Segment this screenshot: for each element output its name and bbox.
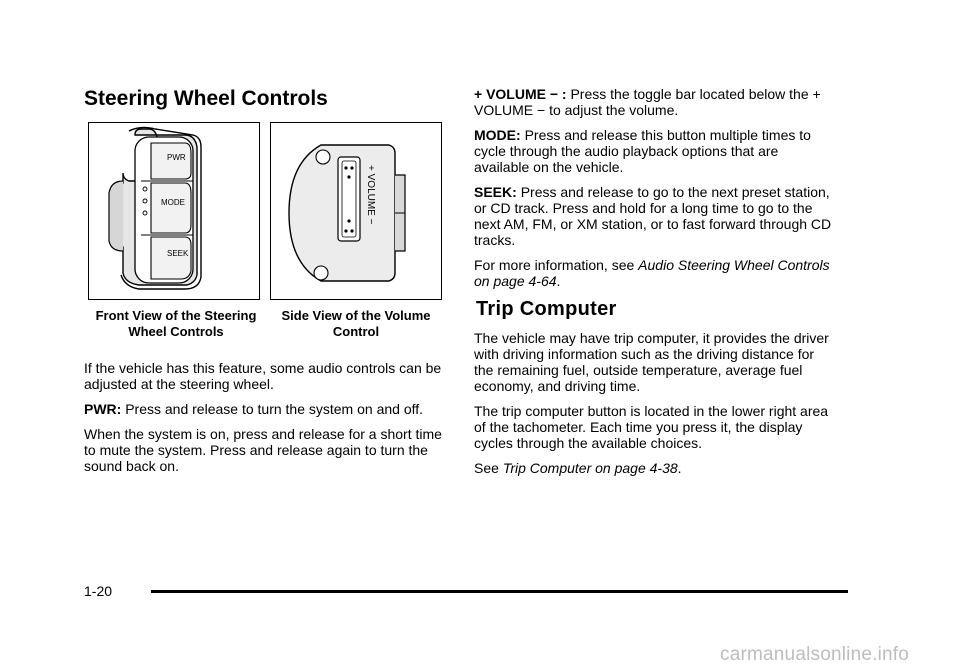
mode-button-shape: [151, 183, 191, 233]
paragraph-mute-text: When the system is on, press and release for a short time to mute the system. Press and release again to turn the sound back on.: [84, 426, 442, 474]
term-mode: MODE:: [474, 127, 521, 143]
paragraph-intro: [84, 360, 444, 392]
section-heading-steering-wheel-controls: Steering Wheel Controls: [84, 87, 328, 110]
paragraph-pwr-text: Press and release to turn the system on and off.: [125, 401, 424, 417]
watermark: carmanualsonline.info: [720, 644, 910, 665]
paragraph-volume-text: Press the toggle bar located below the + VOLUME − to adjust the volume.: [474, 86, 821, 118]
paragraph-mode: [474, 127, 834, 175]
see-prefix: See: [474, 460, 503, 476]
more-info-suffix: .: [556, 273, 561, 289]
term-volume: + VOLUME − :: [474, 86, 567, 102]
mode-label: MODE: [161, 198, 185, 207]
caption-front-view: Front View of the Steering Wheel Controls: [95, 308, 257, 339]
paragraph-trip-1: The vehicle may have trip computer, it provides the driver with driving information such as the driving distance for the remaining fuel, outside temperature, average fuel economy, and driving time.: [474, 330, 829, 394]
paragraph-more-info: [474, 257, 834, 289]
volume-toggle-bar: [338, 157, 360, 241]
paragraph-mute: [84, 426, 444, 474]
paragraph-seek-text: Press and release to go to the next preset station, or CD track. Press and hold for a long time to go to the next AM, FM, or XM station, or to fast forward through CD tracks.: [474, 184, 832, 248]
seek-label: SEEK: [167, 249, 189, 258]
paragraph-intro-text: If the vehicle has this feature, some audio controls can be adjusted at the steering wheel.: [84, 360, 442, 392]
volume-label: + VOLUME −: [365, 165, 376, 225]
paragraph-mode-text: Press and release this button multiple times to cycle through the audio playback options that are available on the vehicle.: [474, 127, 811, 175]
seek-button-shape: [151, 237, 191, 279]
term-seek: SEEK:: [474, 184, 517, 200]
footer-rule: [151, 590, 848, 593]
paragraph-seek: [474, 184, 834, 248]
trip-body: [474, 330, 834, 476]
paragraph-trip-2: The trip computer button is located in the lower right area of the tachometer. Each time you press it, the display cycles through the available choices.: [474, 403, 829, 451]
paragraph-pwr: [84, 401, 444, 417]
paragraph-see: [474, 460, 834, 476]
caption-side-view: Side View of the Volume Control: [281, 308, 431, 339]
figure-front-view: [88, 122, 260, 300]
paragraph-volume: [474, 86, 834, 118]
see-suffix: .: [677, 460, 682, 476]
left-body: [84, 360, 444, 474]
figure-side-view: [270, 122, 442, 300]
page-number: 1-20: [84, 583, 113, 599]
see-link[interactable]: Trip Computer on page 4-38: [502, 460, 678, 476]
more-info-prefix: For more information, see: [474, 257, 639, 273]
steering-controls-front-illustration: [89, 123, 258, 298]
right-body: [474, 86, 834, 289]
term-pwr: PWR:: [84, 401, 122, 417]
volume-control-side-illustration: [271, 123, 440, 298]
more-info-link[interactable]: Audio Steering Wheel Controls on page 4-64: [474, 257, 830, 289]
pwr-label: PWR: [167, 153, 186, 162]
section-heading-trip-computer: Trip Computer: [476, 298, 617, 320]
